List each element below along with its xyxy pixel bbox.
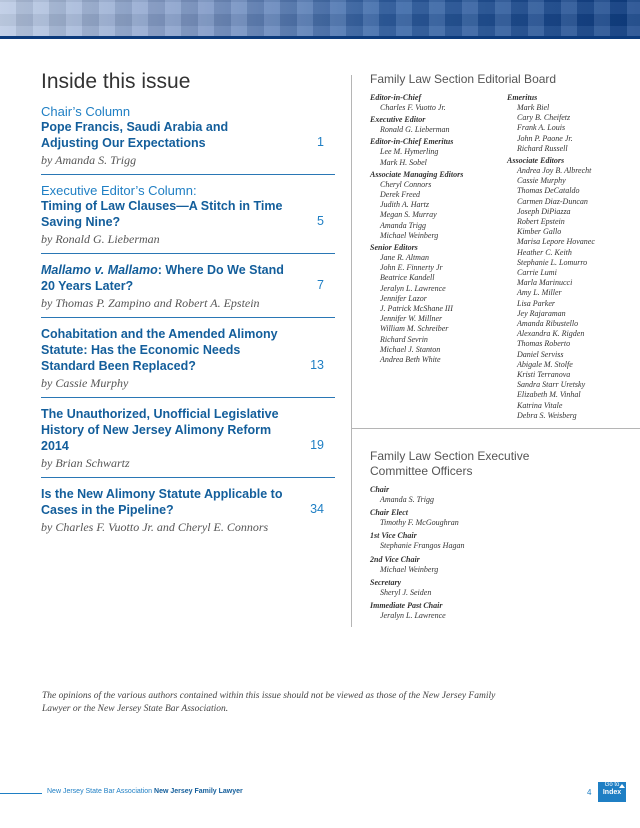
page-number: 4 [587, 788, 592, 797]
member-name: Jeralyn L. Lawrence [380, 611, 446, 621]
member-name: Richard Sevrin [380, 334, 428, 344]
article-title-text: : Where Do We Stand 20 Years Later? [41, 263, 284, 293]
article-entry[interactable] [41, 262, 335, 318]
member-name: Carmen Diaz-Duncan [517, 196, 588, 206]
article-entry[interactable] [41, 104, 335, 175]
member-name: Charles F. Vuotto Jr. [380, 103, 446, 112]
article-page-number[interactable]: 13 [310, 358, 324, 372]
member-name: John P. Paone Jr. [517, 133, 573, 143]
section-divider [352, 428, 640, 429]
member-name: Michael Weinberg [380, 230, 439, 240]
article-byline: by Thomas P. Zampino and Robert A. Epstein [41, 296, 260, 310]
member-name: Jennifer Lazor [380, 293, 427, 303]
article-entry[interactable] [41, 406, 335, 478]
article-title-case-name: Mallamo v. Mallamo [41, 263, 158, 277]
article-title[interactable] [41, 486, 286, 518]
member-name: Mark H. Sobel [380, 157, 427, 167]
member-name: Heather C. Keith [517, 247, 572, 257]
member-name: Megan S. Murray [380, 210, 437, 220]
header-banner-strip [0, 36, 640, 39]
article-byline: by Brian Schwartz [41, 456, 130, 470]
role-heading: Editor-in-Chief Emeritus [370, 137, 454, 147]
up-arrow-icon [619, 784, 625, 788]
member-name: Jennifer W. Millner [380, 314, 443, 324]
article-page-number[interactable]: 19 [310, 438, 324, 452]
article-page-number[interactable]: 7 [317, 278, 324, 292]
article-page-number[interactable]: 1 [317, 135, 324, 149]
member-name: William M. Schreiber [380, 324, 449, 334]
article-kicker: Chair’s Column [41, 104, 131, 119]
role-heading: Immediate Past Chair [370, 601, 443, 611]
article-title[interactable] [41, 119, 286, 151]
article-title[interactable] [41, 198, 286, 230]
article-title-text: The Unauthorized, Unofficial Legislative History of New Jersey Alimony Reform 2014 [41, 407, 279, 453]
member-name: Cary B. Cheifetz [517, 113, 571, 123]
member-name: Stephanie Frangos Hagan [380, 541, 465, 551]
member-name: Alexandra K. Rigden [517, 329, 585, 339]
member-name: Derek Freed [380, 190, 421, 200]
header-banner [0, 0, 640, 38]
article-kicker: Executive Editor’s Column: [41, 183, 197, 198]
member-name: Marla Marinucci [517, 278, 573, 288]
member-name: Carrie Lumi [517, 268, 557, 278]
table-of-contents [41, 70, 335, 549]
member-name: Jane R. Altman [380, 253, 429, 263]
page-title: Inside this issue [41, 70, 191, 93]
footer-credit [47, 788, 243, 795]
member-name: Marisa Lepore Hovanec [517, 237, 595, 247]
member-name: Ronald G. Lieberman [380, 125, 450, 135]
role-heading: Senior Editors [370, 243, 418, 253]
member-name: Kimber Gallo [517, 227, 562, 237]
article-byline: by Ronald G. Lieberman [41, 232, 160, 246]
article-byline: by Cassie Murphy [41, 376, 129, 390]
article-title-text: Cohabitation and the Amended Alimony Statute: Has the Economic Needs Standard Been Replaced? [41, 327, 278, 373]
member-name: Timothy F. McGoughran [380, 518, 459, 528]
member-name: Judith A. Hartz [380, 200, 429, 210]
member-name: Amy L. Miller [517, 288, 562, 298]
role-heading: 2nd Vice Chair [370, 554, 420, 564]
member-name: Michael J. Stanton [380, 344, 441, 354]
go-to-index-button[interactable] [598, 782, 626, 802]
member-name: Andrea Beth White [380, 355, 441, 365]
article-title[interactable] [41, 326, 286, 374]
article-title-text: Is the New Alimony Statute Applicable to Cases in the Pipeline? [41, 487, 283, 517]
member-name: Frank A. Louis [517, 123, 566, 133]
member-name: Richard Russell [517, 143, 568, 153]
role-heading: Executive Editor [370, 115, 426, 125]
editorial-board-column-left [370, 93, 495, 365]
member-name: Joseph DiPiazza [517, 206, 571, 216]
member-name: Robert Epstein [517, 217, 565, 227]
member-name: Amanda S. Trigg [380, 495, 435, 504]
role-heading: Associate Managing Editors [370, 169, 464, 179]
article-title[interactable] [41, 262, 286, 294]
article-page-number[interactable]: 34 [310, 502, 324, 516]
role-heading: Secretary [370, 577, 402, 587]
article-title-text: Pope Francis, Saudi Arabia and Adjusting Our Expectations [41, 120, 229, 150]
article-byline: by Charles F. Vuotto Jr. and Cheryl E. Connors [41, 520, 269, 534]
article-entry[interactable] [41, 326, 335, 398]
member-name: Cheryl Connors [380, 179, 432, 189]
footer-org: New Jersey State Bar Association [47, 788, 153, 795]
officers-heading: Family Law Section Executive Committee Officers [370, 449, 530, 478]
member-name: Amanda Trigg [380, 220, 427, 230]
member-name: Andrea Joy B. Albrecht [517, 166, 592, 176]
member-name: Lisa Parker [517, 298, 555, 308]
member-name: Jey Rajaraman [517, 308, 566, 318]
editorial-board-heading: Family Law Section Editorial Board [370, 72, 557, 86]
go-to-label: Go to [604, 782, 620, 788]
member-name: John E. Finnerty Jr [380, 263, 443, 273]
article-entry[interactable] [41, 183, 335, 254]
member-name: Elizabeth M. Vinhal [517, 390, 581, 400]
member-name: Kristi Terranova [517, 370, 571, 380]
article-list [41, 104, 335, 541]
member-name: Lee M. Hymerling [380, 147, 439, 157]
member-name: Abigale M. Stolfe [517, 359, 573, 369]
member-name: Thomas DeCataldo [517, 186, 580, 196]
article-title[interactable] [41, 406, 286, 454]
member-name: Michael Weinberg [380, 564, 439, 574]
article-entry[interactable] [41, 486, 335, 541]
member-name: Jeralyn L. Lawrence [380, 283, 446, 293]
member-name: Stephanie L. Lomurro [517, 257, 588, 267]
article-page-number[interactable]: 5 [317, 214, 324, 228]
member-name: J. Patrick McShane III [380, 304, 453, 314]
footer-publication: New Jersey Family Lawyer [154, 788, 243, 795]
member-name: Daniel Serviss [517, 349, 564, 359]
role-heading: Chair [370, 485, 390, 494]
article-byline: by Amanda S. Trigg [41, 153, 137, 167]
member-name: Katrina Vitale [517, 400, 563, 410]
member-name: Cassie Murphy [517, 176, 566, 186]
member-name: Beatrice Kandell [380, 273, 435, 283]
member-name: Sandra Starr Uretsky [517, 380, 586, 390]
article-title-text: Timing of Law Clauses—A Stitch in Time Saving Nine? [41, 199, 283, 229]
role-heading: Associate Editors [507, 156, 565, 166]
disclaimer: The opinions of the various authors contained within this issue should not be viewed as those of the New Jersey Family Lawyer or the New Jersey State Bar Association. [42, 691, 496, 714]
editorial-board-column-right [507, 93, 632, 421]
footer-rule [0, 793, 42, 794]
role-heading: Emeritus [507, 93, 538, 102]
role-heading: Chair Elect [370, 508, 409, 518]
member-name: Amanda Ribustello [517, 319, 579, 329]
column-divider [351, 75, 352, 627]
index-label: Index [602, 789, 622, 796]
member-name: Debra S. Weisberg [517, 410, 577, 420]
member-name: Mark Biel [517, 103, 550, 112]
member-name: Sheryl J. Seiden [380, 587, 432, 597]
officers-list [370, 485, 570, 621]
member-name: Thomas Roberto [517, 339, 571, 349]
role-heading: 1st Vice Chair [370, 531, 417, 541]
role-heading: Editor-in-Chief [370, 93, 422, 102]
